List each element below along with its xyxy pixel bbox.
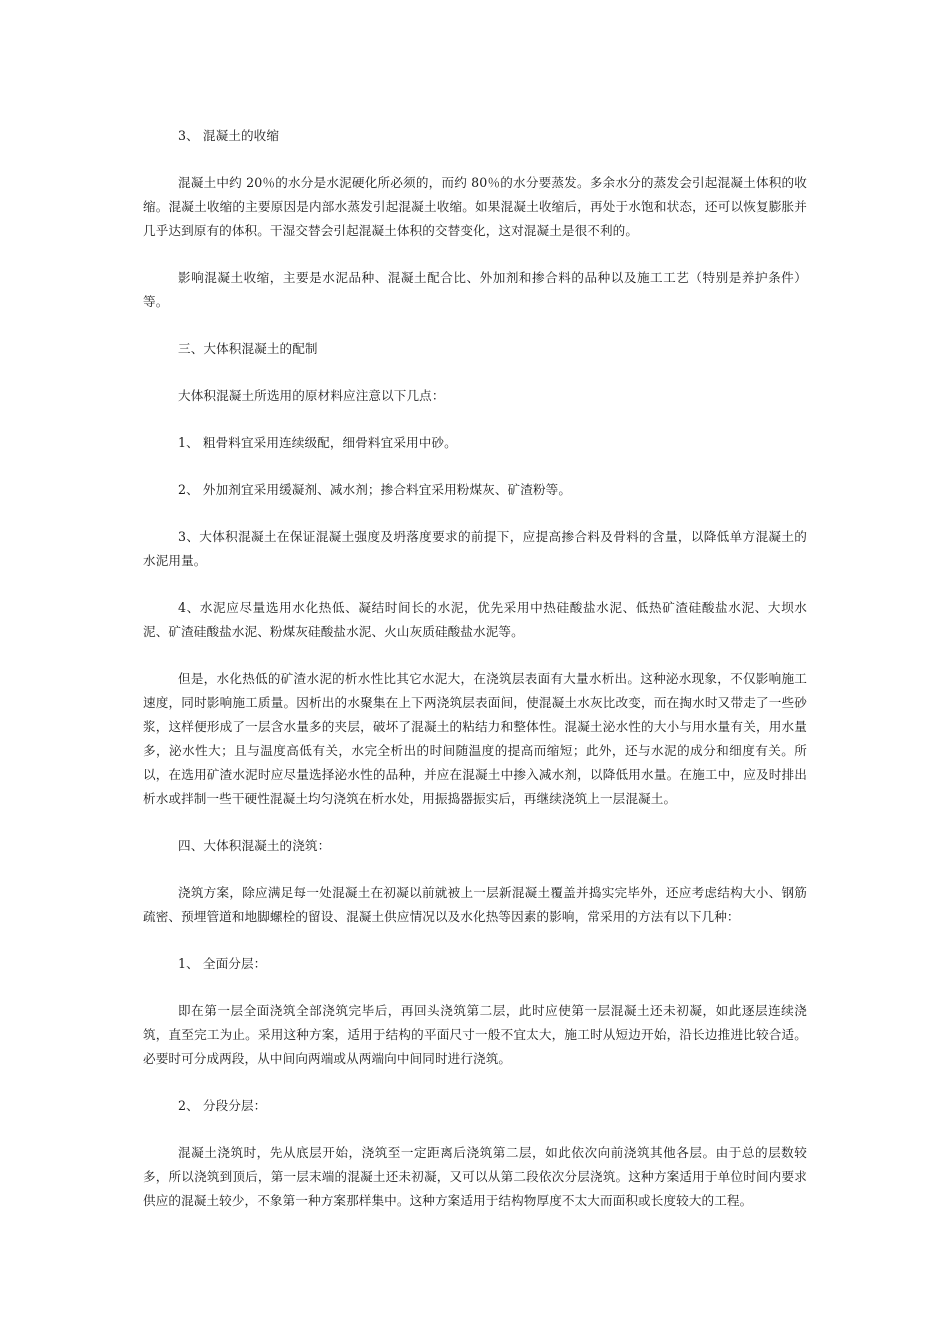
section-heading-mix-design: 三、大体积混凝土的配制 (178, 341, 318, 356)
list-item-cement-content: 3、大体积混凝土在保证混凝土强度及坍落度要求的前提下，应提高掺合料及骨料的含量，以降低单方混凝土的水泥用量。 (143, 529, 807, 568)
list-item-admixture: 2、 外加剂宜采用缓凝剂、减水剂；掺合料宜采用粉煤灰、矿渣粉等。 (178, 482, 572, 497)
paragraph-pouring-plan: 浇筑方案，除应满足每一处混凝土在初凝以前就被上一层新混凝土覆盖并捣实完毕外，还应考虑结构大小、钢筋疏密、预埋管道和地脚螺栓的留设、混凝土供应情况以及水化热等因素的影响，常采用的方法有以下几种： (143, 885, 807, 924)
paragraph-bleeding: 但是，水化热低的矿渣水泥的析水性比其它水泥大，在浇筑层表面有大量水析出。这种泌水现象，不仅影响施工速度，同时影响施工质量。因析出的水聚集在上下两浇筑层表面间，使混凝土水灰比改变，而在掏水时又带走了一些砂浆，这样便形成了一层含水量多的夹层，破坏了混凝土的粘结力和整体性。混凝土泌水性的大小与用水量有关，用水量多，泌水性大；且与温度高低有关，水完全析出的时间随温度的提高而缩短；此外，还与水泥的成分和细度有关。所以，在选用矿渣水泥时应尽量选择泌水性的品种，并应在混凝土中掺入减水剂，以降低用水量。在施工中，应及时排出析水或拌制一些干硬性混凝土均匀浇筑在析水处，用振捣器振实后，再继续浇筑上一层混凝土。 (143, 671, 807, 806)
paragraph-shrinkage-factors: 影响混凝土收缩，主要是水泥品种、混凝土配合比、外加剂和掺合料的品种以及施工工艺（特别是养护条件）等。 (143, 270, 807, 309)
document-body (143, 124, 807, 1236)
list-item-segment-layer: 2、 分段分层： (178, 1098, 267, 1113)
paragraph-full-layer: 即在第一层全面浇筑全部浇筑完毕后，再回头浇筑第二层，此时应使第一层混凝土还未初凝，如此逐层连续浇筑，直至完工为止。采用这种方案，适用于结构的平面尺寸一般不宜太大，施工时从短边开始，沿长边推进比较合适。必要时可分成两段，从中间向两端或从两端向中间同时进行浇筑。 (143, 1003, 807, 1066)
paragraph-materials-intro: 大体积混凝土所选用的原材料应注意以下几点： (178, 388, 445, 403)
paragraph-shrinkage-cause: 混凝土中约 20％的水分是水泥硬化所必须的，而约 80％的水分要蒸发。多余水分的蒸发会引起混凝土体积的收缩。混凝土收缩的主要原因是内部水蒸发引起混凝土收缩。如果混凝土收缩后，再处于水饱和状态，还可以恢复膨胀并几乎达到原有的体积。干湿交替会引起混凝土体积的交替变化，这对混凝土是很不利的。 (143, 175, 807, 238)
section-heading-pouring: 四、大体积混凝土的浇筑： (178, 838, 331, 853)
list-item-cement-type: 4、水泥应尽量选用水化热低、凝结时间长的水泥，优先采用中热硅酸盐水泥、低热矿渣硅酸盐水泥、大坝水泥、矿渣硅酸盐水泥、粉煤灰硅酸盐水泥、火山灰质硅酸盐水泥等。 (143, 600, 807, 639)
list-item-full-layer: 1、 全面分层： (178, 956, 267, 971)
section-heading-shrinkage: 3、 混凝土的收缩 (178, 128, 280, 143)
paragraph-segment-layer: 混凝土浇筑时，先从底层开始，浇筑至一定距离后浇筑第二层，如此依次向前浇筑其他各层。由于总的层数较多，所以浇筑到顶后，第一层末端的混凝土还未初凝，又可以从第二段依次分层浇筑。这种方案适用于单位时间内要求供应的混凝土较少，不象第一种方案那样集中。这种方案适用于结构物厚度不太大而面积或长度较大的工程。 (143, 1145, 807, 1208)
list-item-aggregate: 1、 粗骨料宜采用连续级配，细骨料宜采用中砂。 (178, 435, 457, 450)
